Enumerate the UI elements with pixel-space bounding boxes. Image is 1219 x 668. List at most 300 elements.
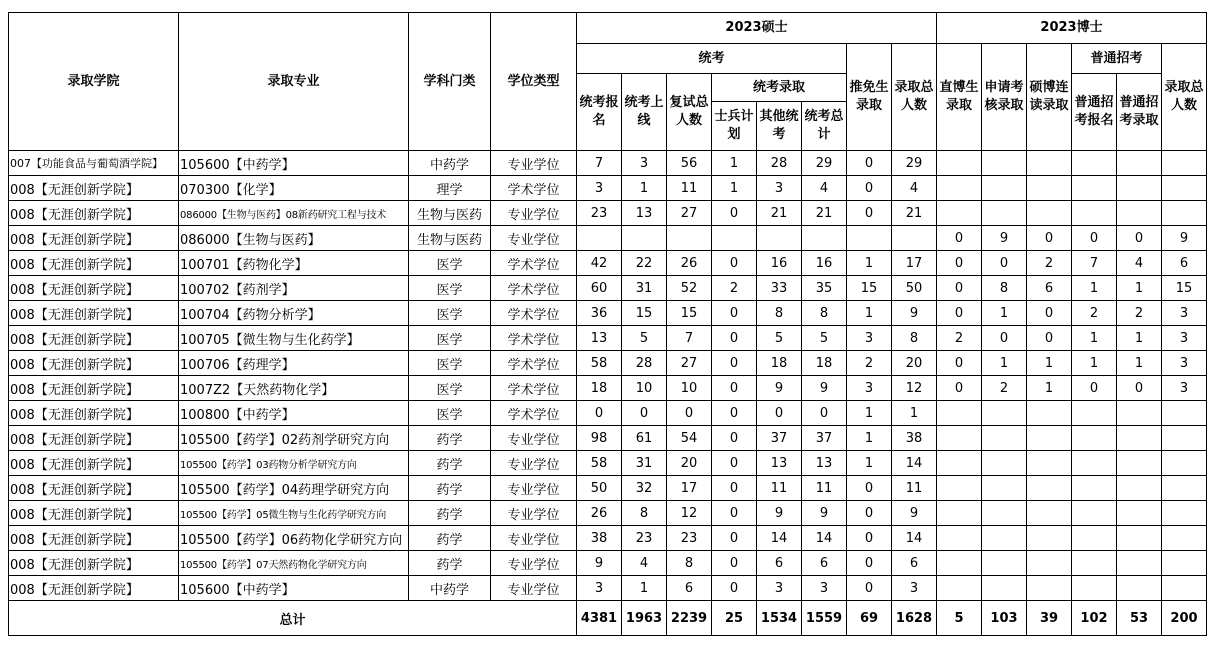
- cell-college: 008【无涯创新学院】: [9, 451, 179, 476]
- cell-m-exam-total: 8: [802, 301, 847, 326]
- total-m-retest: 2239: [667, 601, 712, 636]
- header-master-group: 2023硕士: [577, 13, 937, 44]
- cell-major: 105600【中药学】: [179, 576, 409, 601]
- cell-degree: 专业学位: [491, 501, 577, 526]
- cell-p-gen-adm: 1: [1117, 326, 1162, 351]
- cell-m-pass: 0: [622, 401, 667, 426]
- cell-college: 008【无涯创新学院】: [9, 226, 179, 251]
- cell-m-total: 12: [892, 376, 937, 401]
- cell-m-soldier: 0: [712, 551, 757, 576]
- cell-m-total: 29: [892, 151, 937, 176]
- cell-m-rec: 0: [847, 576, 892, 601]
- table-row: [9, 201, 1207, 226]
- cell-p-apply: [982, 201, 1027, 226]
- cell-p-apply: [982, 426, 1027, 451]
- cell-m-pass: 28: [622, 351, 667, 376]
- cell-p-mp: [1027, 401, 1072, 426]
- cell-m-total: 20: [892, 351, 937, 376]
- table-body: [9, 151, 1207, 636]
- cell-category: 生物与医药: [409, 226, 491, 251]
- cell-p-total: [1162, 501, 1207, 526]
- cell-p-direct: [937, 501, 982, 526]
- cell-college: 008【无涯创新学院】: [9, 301, 179, 326]
- cell-degree: 专业学位: [491, 201, 577, 226]
- cell-major: 086000【生物与医药】08新药研究工程与技术: [179, 201, 409, 226]
- cell-p-apply: [982, 526, 1027, 551]
- cell-m-soldier: 0: [712, 351, 757, 376]
- cell-p-gen-reg: 1: [1072, 276, 1117, 301]
- cell-college: 008【无涯创新学院】: [9, 501, 179, 526]
- cell-m-other: 28: [757, 151, 802, 176]
- cell-p-direct: 0: [937, 376, 982, 401]
- cell-p-total: [1162, 401, 1207, 426]
- cell-m-reg: 98: [577, 426, 622, 451]
- admission-table: [8, 12, 1207, 636]
- total-p-direct: 5: [937, 601, 982, 636]
- cell-m-soldier: 1: [712, 176, 757, 201]
- cell-p-apply: 0: [982, 326, 1027, 351]
- cell-m-reg: 38: [577, 526, 622, 551]
- table-row: [9, 251, 1207, 276]
- cell-m-rec: 3: [847, 376, 892, 401]
- table-row: [9, 351, 1207, 376]
- cell-major: 070300【化学】: [179, 176, 409, 201]
- header-retest-count: 复试总人数: [667, 74, 712, 151]
- cell-m-other: 9: [757, 501, 802, 526]
- cell-p-apply: 1: [982, 351, 1027, 376]
- header-master-total: 录取总人数: [892, 44, 937, 151]
- cell-p-gen-reg: [1072, 151, 1117, 176]
- cell-p-mp: [1027, 551, 1072, 576]
- header-major: 录取专业: [179, 13, 409, 151]
- cell-p-total: 3: [1162, 351, 1207, 376]
- cell-p-mp: [1027, 476, 1072, 501]
- cell-m-retest: 54: [667, 426, 712, 451]
- cell-p-gen-adm: [1117, 201, 1162, 226]
- cell-p-gen-adm: [1117, 426, 1162, 451]
- cell-m-pass: 32: [622, 476, 667, 501]
- cell-p-gen-adm: [1117, 176, 1162, 201]
- cell-m-exam-total: 35: [802, 276, 847, 301]
- cell-m-retest: 8: [667, 551, 712, 576]
- cell-category: 医学: [409, 301, 491, 326]
- cell-m-total: 50: [892, 276, 937, 301]
- cell-m-rec: 0: [847, 201, 892, 226]
- total-m-pass: 1963: [622, 601, 667, 636]
- cell-p-gen-reg: [1072, 401, 1117, 426]
- header-exam-admission: 统考录取: [712, 74, 847, 102]
- header-general-registration: 普通招考报名: [1072, 74, 1117, 151]
- total-row: [9, 601, 1207, 636]
- cell-category: 医学: [409, 351, 491, 376]
- cell-m-pass: 23: [622, 526, 667, 551]
- cell-m-soldier: 0: [712, 301, 757, 326]
- header-apply-review: 申请考核录取: [982, 44, 1027, 151]
- cell-p-gen-reg: [1072, 176, 1117, 201]
- cell-major: 105600【中药学】: [179, 151, 409, 176]
- cell-p-total: 6: [1162, 251, 1207, 276]
- cell-m-reg: [577, 226, 622, 251]
- cell-major: 105500【药学】03药物分析学研究方向: [179, 451, 409, 476]
- cell-m-pass: 1: [622, 176, 667, 201]
- cell-degree: 学术学位: [491, 401, 577, 426]
- cell-m-soldier: [712, 226, 757, 251]
- cell-m-rec: [847, 226, 892, 251]
- cell-p-gen-adm: [1117, 526, 1162, 551]
- cell-m-pass: 4: [622, 551, 667, 576]
- cell-p-total: 9: [1162, 226, 1207, 251]
- cell-p-total: 15: [1162, 276, 1207, 301]
- cell-college: 008【无涯创新学院】: [9, 351, 179, 376]
- cell-p-gen-adm: [1117, 501, 1162, 526]
- cell-m-soldier: 0: [712, 501, 757, 526]
- cell-p-gen-adm: [1117, 401, 1162, 426]
- cell-m-reg: 50: [577, 476, 622, 501]
- header-exam-registration: 统考报名: [577, 74, 622, 151]
- cell-m-rec: 2: [847, 351, 892, 376]
- cell-m-pass: 8: [622, 501, 667, 526]
- cell-major: 105500【药学】04药理学研究方向: [179, 476, 409, 501]
- cell-m-reg: 26: [577, 501, 622, 526]
- cell-m-soldier: 0: [712, 376, 757, 401]
- header-other-exam: 其他统考: [757, 102, 802, 151]
- cell-p-gen-adm: [1117, 551, 1162, 576]
- cell-m-exam-total: 9: [802, 376, 847, 401]
- cell-m-soldier: 0: [712, 426, 757, 451]
- cell-p-mp: [1027, 426, 1072, 451]
- header-exam-total: 统考总计: [802, 102, 847, 151]
- cell-m-other: 33: [757, 276, 802, 301]
- cell-m-total: 14: [892, 526, 937, 551]
- cell-m-reg: 36: [577, 301, 622, 326]
- cell-major: 100704【药物分析学】: [179, 301, 409, 326]
- table-row: [9, 176, 1207, 201]
- table-row: [9, 451, 1207, 476]
- cell-p-apply: [982, 401, 1027, 426]
- cell-p-apply: [982, 151, 1027, 176]
- cell-p-gen-reg: [1072, 576, 1117, 601]
- cell-m-reg: 23: [577, 201, 622, 226]
- cell-college: 008【无涯创新学院】: [9, 576, 179, 601]
- cell-category: 中药学: [409, 151, 491, 176]
- cell-m-rec: 0: [847, 151, 892, 176]
- table-row: [9, 276, 1207, 301]
- cell-m-rec: 15: [847, 276, 892, 301]
- cell-degree: 专业学位: [491, 226, 577, 251]
- cell-p-total: [1162, 451, 1207, 476]
- cell-m-other: 9: [757, 376, 802, 401]
- cell-p-gen-reg: [1072, 551, 1117, 576]
- cell-m-rec: 0: [847, 551, 892, 576]
- cell-m-total: 9: [892, 301, 937, 326]
- cell-p-direct: 0: [937, 226, 982, 251]
- cell-p-direct: [937, 151, 982, 176]
- cell-p-gen-reg: [1072, 201, 1117, 226]
- cell-major: 100706【药理学】: [179, 351, 409, 376]
- cell-m-other: 6: [757, 551, 802, 576]
- cell-category: 药学: [409, 501, 491, 526]
- cell-category: 医学: [409, 401, 491, 426]
- cell-m-exam-total: 11: [802, 476, 847, 501]
- cell-degree: 学术学位: [491, 376, 577, 401]
- cell-category: 药学: [409, 426, 491, 451]
- total-m-total: 1628: [892, 601, 937, 636]
- cell-p-direct: 0: [937, 301, 982, 326]
- cell-m-other: 37: [757, 426, 802, 451]
- table-row: [9, 526, 1207, 551]
- cell-degree: 专业学位: [491, 476, 577, 501]
- cell-m-retest: 7: [667, 326, 712, 351]
- table-row: [9, 151, 1207, 176]
- cell-m-exam-total: 14: [802, 526, 847, 551]
- cell-m-retest: 15: [667, 301, 712, 326]
- cell-p-gen-adm: [1117, 476, 1162, 501]
- cell-m-exam-total: 4: [802, 176, 847, 201]
- cell-p-mp: 0: [1027, 301, 1072, 326]
- cell-p-gen-reg: 0: [1072, 226, 1117, 251]
- cell-m-other: 8: [757, 301, 802, 326]
- cell-p-direct: 2: [937, 326, 982, 351]
- cell-p-mp: [1027, 501, 1072, 526]
- cell-p-direct: [937, 526, 982, 551]
- cell-m-exam-total: 18: [802, 351, 847, 376]
- cell-m-reg: 58: [577, 351, 622, 376]
- cell-p-total: 3: [1162, 326, 1207, 351]
- cell-m-soldier: 0: [712, 576, 757, 601]
- header-general-admission: 普通招考录取: [1117, 74, 1162, 151]
- cell-m-soldier: 0: [712, 326, 757, 351]
- cell-p-mp: 6: [1027, 276, 1072, 301]
- cell-degree: 专业学位: [491, 426, 577, 451]
- cell-m-retest: 23: [667, 526, 712, 551]
- total-m-soldier: 25: [712, 601, 757, 636]
- total-p-total: 200: [1162, 601, 1207, 636]
- header-exam-pass-line: 统考上线: [622, 74, 667, 151]
- cell-m-total: 6: [892, 551, 937, 576]
- cell-m-other: 13: [757, 451, 802, 476]
- cell-p-gen-reg: 7: [1072, 251, 1117, 276]
- cell-m-total: 3: [892, 576, 937, 601]
- cell-college: 008【无涯创新学院】: [9, 376, 179, 401]
- cell-m-reg: 42: [577, 251, 622, 276]
- cell-m-retest: 56: [667, 151, 712, 176]
- cell-m-reg: 0: [577, 401, 622, 426]
- header-phd-total: 录取总人数: [1162, 44, 1207, 151]
- cell-p-gen-adm: [1117, 451, 1162, 476]
- cell-degree: 专业学位: [491, 451, 577, 476]
- cell-major: 105500【药学】07天然药物化学研究方向: [179, 551, 409, 576]
- cell-p-total: 3: [1162, 301, 1207, 326]
- header-master-phd: 硕博连读录取: [1027, 44, 1072, 151]
- cell-p-gen-reg: 2: [1072, 301, 1117, 326]
- table-row: [9, 301, 1207, 326]
- total-p-gen-reg: 102: [1072, 601, 1117, 636]
- cell-p-mp: 2: [1027, 251, 1072, 276]
- cell-p-direct: [937, 426, 982, 451]
- cell-m-retest: 52: [667, 276, 712, 301]
- cell-m-reg: 13: [577, 326, 622, 351]
- cell-p-apply: 2: [982, 376, 1027, 401]
- total-p-mp: 39: [1027, 601, 1072, 636]
- cell-degree: 专业学位: [491, 576, 577, 601]
- total-m-other: 1534: [757, 601, 802, 636]
- cell-m-rec: 3: [847, 326, 892, 351]
- cell-m-pass: 3: [622, 151, 667, 176]
- cell-p-gen-adm: 1: [1117, 276, 1162, 301]
- cell-m-pass: [622, 226, 667, 251]
- cell-m-other: 18: [757, 351, 802, 376]
- table-row: [9, 551, 1207, 576]
- cell-p-direct: 0: [937, 276, 982, 301]
- cell-p-apply: [982, 176, 1027, 201]
- cell-p-mp: [1027, 576, 1072, 601]
- table-row: [9, 476, 1207, 501]
- cell-m-total: 17: [892, 251, 937, 276]
- cell-m-pass: 31: [622, 451, 667, 476]
- cell-m-rec: 1: [847, 251, 892, 276]
- cell-degree: 学术学位: [491, 351, 577, 376]
- cell-college: 007【功能食品与葡萄酒学院】: [9, 151, 179, 176]
- cell-p-direct: [937, 451, 982, 476]
- cell-major: 100705【微生物与生化药学】: [179, 326, 409, 351]
- cell-college: 008【无涯创新学院】: [9, 176, 179, 201]
- cell-p-gen-reg: 0: [1072, 376, 1117, 401]
- cell-major: 105500【药学】05微生物与生化药学研究方向: [179, 501, 409, 526]
- cell-m-other: 16: [757, 251, 802, 276]
- cell-m-pass: 61: [622, 426, 667, 451]
- cell-p-total: [1162, 201, 1207, 226]
- total-p-gen-adm: 53: [1117, 601, 1162, 636]
- cell-m-other: 3: [757, 176, 802, 201]
- cell-p-gen-adm: [1117, 576, 1162, 601]
- cell-m-soldier: 1: [712, 151, 757, 176]
- total-p-apply: 103: [982, 601, 1027, 636]
- cell-degree: 学术学位: [491, 301, 577, 326]
- cell-m-rec: 0: [847, 176, 892, 201]
- cell-p-apply: 0: [982, 251, 1027, 276]
- header-recommended: 推免生录取: [847, 44, 892, 151]
- table-row: [9, 576, 1207, 601]
- cell-category: 生物与医药: [409, 201, 491, 226]
- total-label: 总计: [9, 601, 577, 636]
- cell-p-gen-adm: 0: [1117, 226, 1162, 251]
- cell-p-apply: 1: [982, 301, 1027, 326]
- cell-p-gen-adm: 1: [1117, 351, 1162, 376]
- table-row: [9, 326, 1207, 351]
- cell-m-retest: 17: [667, 476, 712, 501]
- cell-m-other: 0: [757, 401, 802, 426]
- cell-p-mp: 1: [1027, 351, 1072, 376]
- cell-category: 医学: [409, 251, 491, 276]
- cell-m-reg: 7: [577, 151, 622, 176]
- cell-m-retest: 27: [667, 201, 712, 226]
- cell-m-soldier: 0: [712, 526, 757, 551]
- cell-m-rec: 1: [847, 426, 892, 451]
- cell-major: 105500【药学】02药剂学研究方向: [179, 426, 409, 451]
- cell-m-retest: 27: [667, 351, 712, 376]
- cell-m-exam-total: 16: [802, 251, 847, 276]
- cell-p-apply: 9: [982, 226, 1027, 251]
- cell-m-exam-total: 9: [802, 501, 847, 526]
- cell-p-apply: [982, 501, 1027, 526]
- cell-college: 008【无涯创新学院】: [9, 251, 179, 276]
- cell-m-total: 14: [892, 451, 937, 476]
- cell-p-mp: [1027, 176, 1072, 201]
- cell-m-total: 9: [892, 501, 937, 526]
- total-m-reg: 4381: [577, 601, 622, 636]
- cell-m-exam-total: 5: [802, 326, 847, 351]
- cell-category: 中药学: [409, 576, 491, 601]
- cell-category: 医学: [409, 276, 491, 301]
- cell-college: 008【无涯创新学院】: [9, 276, 179, 301]
- cell-p-mp: [1027, 451, 1072, 476]
- cell-college: 008【无涯创新学院】: [9, 326, 179, 351]
- cell-m-pass: 15: [622, 301, 667, 326]
- cell-m-other: 3: [757, 576, 802, 601]
- header-soldier-plan: 士兵计划: [712, 102, 757, 151]
- cell-category: 药学: [409, 451, 491, 476]
- cell-m-soldier: 0: [712, 201, 757, 226]
- cell-college: 008【无涯创新学院】: [9, 426, 179, 451]
- cell-college: 008【无涯创新学院】: [9, 526, 179, 551]
- cell-p-direct: [937, 401, 982, 426]
- cell-category: 医学: [409, 376, 491, 401]
- cell-major: 105500【药学】06药物化学研究方向: [179, 526, 409, 551]
- cell-p-direct: 0: [937, 351, 982, 376]
- cell-p-mp: [1027, 201, 1072, 226]
- cell-college: 008【无涯创新学院】: [9, 401, 179, 426]
- cell-major: 100800【中药学】: [179, 401, 409, 426]
- cell-m-pass: 10: [622, 376, 667, 401]
- cell-m-total: 1: [892, 401, 937, 426]
- cell-m-total: 38: [892, 426, 937, 451]
- cell-m-exam-total: 21: [802, 201, 847, 226]
- cell-p-gen-adm: [1117, 151, 1162, 176]
- cell-p-total: [1162, 151, 1207, 176]
- cell-p-apply: [982, 576, 1027, 601]
- cell-p-gen-adm: 2: [1117, 301, 1162, 326]
- cell-m-retest: 12: [667, 501, 712, 526]
- cell-p-gen-reg: [1072, 426, 1117, 451]
- cell-major: 086000【生物与医药】: [179, 226, 409, 251]
- cell-m-other: 5: [757, 326, 802, 351]
- cell-p-apply: [982, 551, 1027, 576]
- cell-p-gen-reg: [1072, 526, 1117, 551]
- cell-p-gen-adm: 0: [1117, 376, 1162, 401]
- cell-m-retest: 0: [667, 401, 712, 426]
- cell-m-pass: 5: [622, 326, 667, 351]
- cell-m-retest: 6: [667, 576, 712, 601]
- cell-m-reg: 3: [577, 176, 622, 201]
- cell-p-direct: [937, 201, 982, 226]
- cell-m-reg: 60: [577, 276, 622, 301]
- cell-m-retest: 10: [667, 376, 712, 401]
- cell-m-retest: 11: [667, 176, 712, 201]
- header-college: 录取学院: [9, 13, 179, 151]
- cell-m-reg: 58: [577, 451, 622, 476]
- cell-college: 008【无涯创新学院】: [9, 201, 179, 226]
- total-m-exam-total: 1559: [802, 601, 847, 636]
- cell-p-total: [1162, 426, 1207, 451]
- cell-college: 008【无涯创新学院】: [9, 476, 179, 501]
- cell-m-total: [892, 226, 937, 251]
- header-direct-phd: 直博生录取: [937, 44, 982, 151]
- cell-p-direct: [937, 551, 982, 576]
- header-phd-group: 2023博士: [937, 13, 1207, 44]
- cell-m-rec: 0: [847, 501, 892, 526]
- cell-m-rec: 0: [847, 476, 892, 501]
- cell-m-reg: 18: [577, 376, 622, 401]
